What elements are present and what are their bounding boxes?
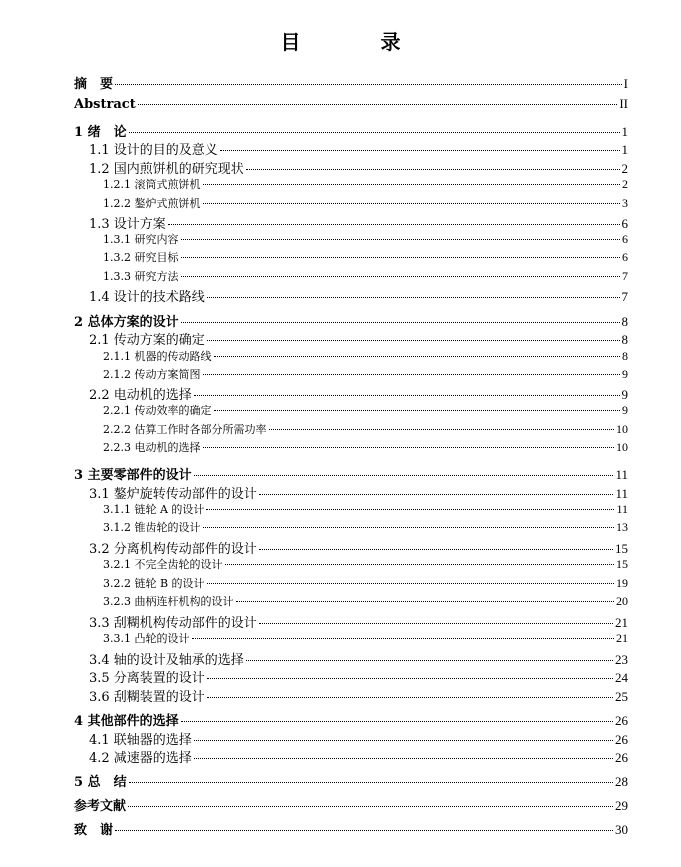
dot-leader: [129, 782, 613, 783]
toc-entry-page: 2: [621, 161, 628, 176]
toc-entry-title: 1.3.1 研究内容: [103, 233, 179, 246]
dot-leader: [207, 340, 620, 341]
dot-leader: [259, 549, 613, 550]
dot-leader: [181, 322, 620, 323]
toc-entry-title: 3 主要零部件的设计: [74, 468, 192, 483]
toc-entry-page: 20: [616, 594, 628, 608]
dot-leader: [220, 150, 620, 151]
toc-entry[interactable]: [74, 121, 628, 140]
toc-entry[interactable]: [89, 649, 628, 668]
dot-leader: [246, 660, 613, 661]
toc-entry-page: 10: [616, 422, 628, 436]
toc-entry[interactable]: [74, 73, 628, 92]
toc-entry[interactable]: [89, 286, 628, 305]
toc-entry[interactable]: [103, 348, 628, 364]
toc-entry[interactable]: [89, 384, 628, 403]
toc-entry[interactable]: [89, 729, 628, 748]
toc-entry-page: 11: [615, 486, 628, 501]
toc-entry-page: 9: [621, 387, 628, 402]
toc-entry-title: 1.3.2 研究目标: [103, 251, 179, 264]
dot-leader: [203, 527, 615, 528]
dot-leader: [194, 395, 620, 396]
toc-entry[interactable]: [103, 231, 628, 247]
toc-entry[interactable]: [74, 819, 628, 838]
toc-entry-page: 25: [615, 689, 628, 704]
toc-entry[interactable]: [89, 747, 628, 766]
toc-entry[interactable]: [103, 439, 628, 455]
toc-entry-title: 4 其他部件的选择: [74, 714, 179, 729]
toc-entry[interactable]: [103, 421, 628, 437]
dot-leader: [115, 830, 613, 831]
toc-entry-page: 28: [615, 774, 628, 789]
dot-leader: [207, 297, 620, 298]
toc-entry-title: 2.2 电动机的选择: [89, 388, 192, 403]
toc-entry-title: 1.1 设计的目的及意义: [89, 143, 218, 158]
toc-entry-title: 1.2.2 鏊炉式煎饼机: [103, 197, 201, 210]
toc-entry-title: 2.1.2 传动方案简图: [103, 368, 201, 381]
toc-entry-title: 1.2 国内煎饼机的研究现状: [89, 162, 244, 177]
dot-leader: [259, 494, 614, 495]
toc-entry-page: 6: [622, 250, 628, 264]
dot-leader: [129, 132, 620, 133]
toc-entry-title: 1.4 设计的技术路线: [89, 290, 205, 305]
toc-entry-page: 3: [622, 196, 628, 210]
toc-entry-page: 29: [615, 798, 628, 813]
toc-entry-title: 3.1 鏊炉旋转传动部件的设计: [89, 487, 257, 502]
toc-entry-title: 3.2.3 曲柄连杆机构的设计: [103, 595, 234, 608]
toc-entry-title: 5 总 结: [74, 775, 127, 790]
dot-leader: [269, 429, 615, 430]
toc-entry-page: 15: [615, 541, 628, 556]
toc-entry-title: 3.1.2 锥齿轮的设计: [103, 521, 201, 534]
toc-entry-title: 2 总体方案的设计: [74, 315, 179, 330]
toc-entry[interactable]: [103, 575, 628, 591]
toc-entry[interactable]: [89, 538, 628, 557]
dot-leader: [246, 169, 620, 170]
toc-entry-page: 8: [621, 332, 628, 347]
dot-leader: [128, 806, 613, 807]
toc-entry[interactable]: [89, 612, 628, 631]
toc-entry-page: 26: [615, 713, 628, 728]
toc-entry-page: II: [619, 96, 628, 111]
toc-entry-page: 6: [621, 216, 628, 231]
toc-entry-title: 4.1 联轴器的选择: [89, 733, 192, 748]
toc-entry-page: 8: [621, 314, 628, 329]
toc-entry-title: 3.4 轴的设计及轴承的选择: [89, 653, 244, 668]
toc-entry[interactable]: [103, 249, 628, 265]
toc-entry[interactable]: [74, 311, 628, 330]
toc-entry[interactable]: [103, 630, 628, 646]
dot-leader: [206, 509, 614, 510]
toc-entry-title: 1.3.3 研究方法: [103, 270, 179, 283]
toc-entry-title: 2.2.3 电动机的选择: [103, 441, 201, 454]
toc-entry[interactable]: [103, 366, 628, 382]
dot-leader: [225, 564, 615, 565]
dot-leader: [259, 623, 613, 624]
toc-entry[interactable]: [89, 686, 628, 705]
dot-leader: [194, 758, 613, 759]
toc-entry[interactable]: [89, 139, 628, 158]
toc-entry-page: 11: [615, 467, 628, 482]
toc-entry[interactable]: [103, 402, 628, 418]
toc-entry[interactable]: [74, 464, 628, 483]
toc-entry-title: 3.3 刮糊机构传动部件的设计: [89, 616, 257, 631]
toc-entry-page: 15: [616, 557, 628, 571]
toc-entry[interactable]: [74, 771, 628, 790]
toc-entry-page: 7: [621, 289, 628, 304]
toc-entry-title: 3.6 刮糊装置的设计: [89, 690, 205, 705]
toc-entry-title: 2.1.1 机器的传动路线: [103, 350, 212, 363]
toc-entry-page: 21: [615, 615, 628, 630]
dot-leader: [207, 678, 613, 679]
toc-entry[interactable]: [103, 519, 628, 535]
toc-entry-page: 9: [622, 403, 628, 417]
dot-leader: [203, 447, 615, 448]
toc-entry[interactable]: [103, 195, 628, 211]
toc-entry-page: 30: [615, 822, 628, 837]
toc-entry[interactable]: [74, 710, 628, 729]
dot-leader: [236, 601, 615, 602]
toc-entry[interactable]: [103, 593, 628, 609]
toc-entry[interactable]: [89, 483, 628, 502]
toc-entry[interactable]: [89, 213, 628, 232]
dot-leader: [203, 184, 621, 185]
toc-entry-title: 1.2.1 滚筒式煎饼机: [103, 178, 201, 191]
dot-leader: [168, 224, 620, 225]
toc-entry-title: 3.5 分离装置的设计: [89, 671, 205, 686]
dot-leader: [194, 475, 614, 476]
dot-leader: [181, 721, 613, 722]
toc-entry-title: 2.1 传动方案的确定: [89, 333, 205, 348]
toc-entry-title: 参考文献: [74, 799, 127, 814]
toc-entry-page: 11: [616, 502, 628, 516]
toc-entry-page: 1: [621, 142, 628, 157]
toc-entry-title: 3.1.1 链轮 A 的设计: [103, 503, 205, 516]
toc-entry-title: 3.2.1 不完全齿轮的设计: [103, 558, 223, 571]
toc-entry-title: Abstract: [74, 97, 136, 112]
toc-entry-title: 致 谢: [74, 823, 114, 838]
toc-entry[interactable]: [103, 501, 628, 517]
dot-leader: [181, 239, 621, 240]
toc-entry-page: 26: [615, 732, 628, 747]
toc-entry-title: 3.2.2 链轮 B 的设计: [103, 577, 205, 590]
dot-leader: [214, 356, 621, 357]
toc-entry-page: 21: [616, 631, 628, 645]
toc-entry[interactable]: [89, 329, 628, 348]
toc-entry-page: 13: [616, 520, 628, 534]
toc-entry-page: I: [623, 76, 628, 91]
toc-entry-page: 9: [622, 367, 628, 381]
toc-entry-page: 2: [622, 177, 628, 191]
toc-entry[interactable]: [89, 667, 628, 686]
dot-leader: [203, 203, 621, 204]
toc-entry-title: 摘 要: [74, 77, 114, 92]
toc-entry-title: 3.3.1 凸轮的设计: [103, 632, 190, 645]
toc-entry-page: 8: [622, 349, 628, 363]
toc-entry-title: 1 绪 论: [74, 125, 127, 140]
dot-leader: [207, 697, 613, 698]
page-title: 目 录: [280, 30, 431, 54]
toc-entry-page: 7: [622, 269, 628, 283]
dot-leader: [203, 374, 621, 375]
dot-leader: [181, 257, 621, 258]
toc-entry-page: 19: [616, 576, 628, 590]
dot-leader: [181, 276, 621, 277]
toc-entry-title: 2.2.1 传动效率的确定: [103, 404, 212, 417]
dot-leader: [192, 638, 615, 639]
toc-entry[interactable]: [89, 158, 628, 177]
toc-entry-title: 1.3 设计方案: [89, 217, 166, 232]
dot-leader: [115, 84, 622, 85]
toc-entry[interactable]: [103, 176, 628, 192]
dot-leader: [207, 583, 614, 584]
toc-entry[interactable]: [103, 268, 628, 284]
toc-entry-page: 23: [615, 652, 628, 667]
toc-entry[interactable]: [74, 96, 628, 112]
toc-entry[interactable]: [103, 556, 628, 572]
toc-entry-page: 26: [615, 750, 628, 765]
toc-entry-title: 4.2 减速器的选择: [89, 751, 192, 766]
dot-leader: [214, 410, 621, 411]
dot-leader: [194, 740, 613, 741]
toc-entry-page: 24: [615, 670, 628, 685]
toc-entry-page: 1: [621, 124, 628, 139]
toc-entry-page: 10: [616, 440, 628, 454]
toc-entry-page: 6: [622, 232, 628, 246]
toc-entry-title: 2.2.2 估算工作时各部分所需功率: [103, 423, 267, 436]
toc-entry-title: 3.2 分离机构传动部件的设计: [89, 542, 257, 557]
dot-leader: [138, 104, 618, 105]
toc-entry[interactable]: [74, 795, 628, 814]
